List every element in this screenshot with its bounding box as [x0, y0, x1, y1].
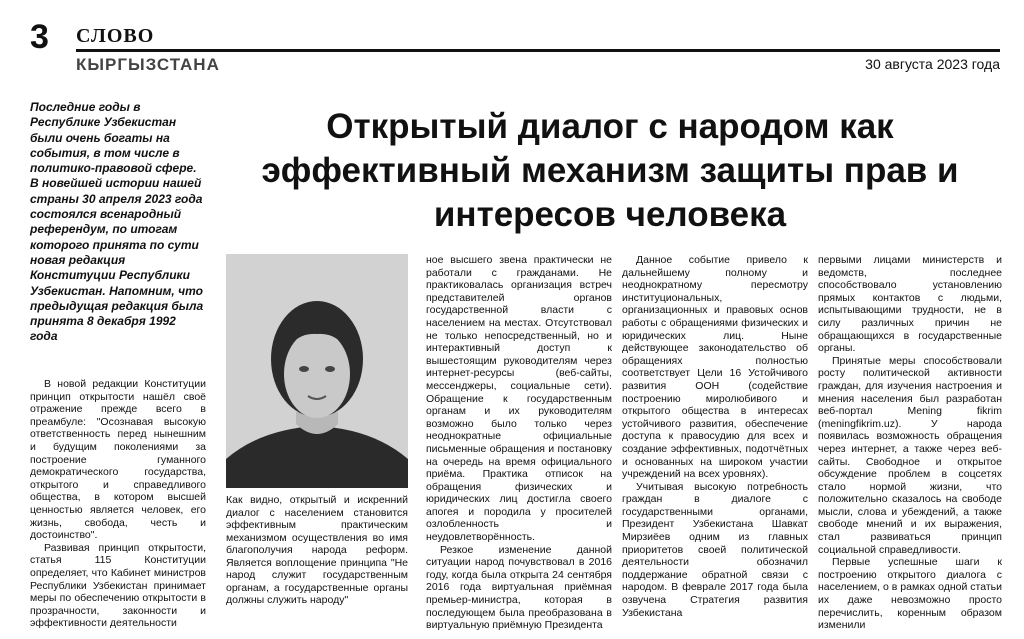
- paragraph: Первые успешные шаги к построению открытого диалога с населением, о в рамках одной статьи их даже невозможно просто перечислить, коренным образом изменили: [818, 556, 1002, 632]
- paragraph: Учитывая высокую потребность граждан в диалоге с государственными органами, Президент Узбекистана Шавкат Мирзиёев одним из главных приоритетов своей политической деятельности обозначил поддержание обратной связи с народом. В феврале 2017 года была озвучена Стратегия развития Узбекистана: [622, 480, 808, 619]
- article-column-4: [818, 254, 1002, 632]
- article-column-2: [426, 254, 612, 632]
- masthead: [76, 26, 1000, 75]
- photo-caption: Как видно, открытый и искренний диалог с населением становится эффективным практическим механизмом осуществления во имя благополучия народа реформ. Является воплощение принципа "Не народ служит государственным органам, а государственные органы должны служить народу": [226, 494, 408, 606]
- paragraph: ное высшего звена практически не работали с гражданами. Не практиковалась организация встреч представителей органов государственной власти с населением на местах. Отсутствовал не только непосредственный, но и интерактивный доступ к вышестоящим руководителям через интернет-ресурсы (веб-сайты, мессенджеры, социальные сети). Обращение к государственным органам и их руководителям возможно было только через неоднократные официальные письменные обращения и постановку на очередь на время официального приёма. Практика отписок на обращения физических и юридических лиц достигла своего апогея и породила у просителей озлобленность и неудовлетворённость.: [426, 254, 612, 544]
- author-photo: [226, 254, 408, 488]
- issue-date: 30 августа 2023 года: [865, 56, 1000, 72]
- paragraph: В новой редакции Конституции принцип открытости нашёл своё отражение прежде всего в преамбуле: "Осознавая высокую ответственность перед нынешним и будущим поколениями за построение гуманного демократического государства, открытого и справедливого общества, в котором высшей ценностью является человек, его жизнь, свобода, честь и достоинство".: [30, 378, 206, 542]
- article-column-3: [622, 254, 808, 619]
- newspaper-logo: СЛОВО: [76, 25, 155, 47]
- article-lead: Последние годы в Республике Узбекистан были очень богаты на события, в том числе в политико-правовой сфере. В новейшей истории нашей страны 30 апреля 2023 года состоялся всенародный референдум, по итогам которого принята по сути новая редакция Конституции Республики Узбекистан. Напомним, что предыдущая редакция была принята 8 декабря 1992 года: [30, 100, 204, 344]
- paragraph: первыми лицами министерств и ведомств, последнее способствовало установлению прямых контактов с людьми, испытывающими трудности, не в силу различных причин не обращающихся в государственные органы.: [818, 254, 1002, 355]
- masthead-rule: [76, 49, 1000, 52]
- article-headline: Открытый диалог с народом как эффективный механизм защиты прав и интересов человека: [261, 107, 959, 234]
- paragraph: Резкое изменение данной ситуации народ почувствовал в 2016 году, когда была открыта 24 сентября 2016 года виртуальная приёмная премьер-министра, которая в последующем была преобразована в виртуальную приёмную Президента: [426, 543, 612, 632]
- paragraph: Развивая принцип открытости, статья 115 Конституции определяет, что Кабинет министров Республики Узбекистан принимает меры по обеспечению открытости в прозрачности, законности и эффективности деятельности: [30, 541, 206, 630]
- paragraph: Принятые меры способствовали росту политической активности граждан, для изучения настроения и мнения населения был разработан веб-портал Mening fikrim (meningfikrim.uz). У народа появилась возможность обращения через интернет, а также через веб-сайты. Свободное и открытое обсуждение проблем в соцсетях стало нормой жизни, что положительно сказалось на свободе мысли, слова и убеждений, а также свободе мнений и их выражения, стал развиваться принцип социальной справедливости.: [818, 354, 1002, 556]
- article-column-1: [30, 378, 206, 630]
- paragraph: Данное событие привело к дальнейшему полному и неоднократному пересмотру институциональных, организационных и правовых основ работы с обращениями физических и юридических лиц. Ныне действующее законодательство об обращениях полностью соответствует Цели 16 Устойчивого развития ООН (содействие построению миролюбивого и открытого общества в интересах устойчивого развития, обеспечение доступа к правосудию для всех и создание эффективных, подотчётных и основанных на широком участии учреждений на всех уровнях).: [622, 254, 808, 481]
- page-number: 3: [30, 18, 49, 56]
- newspaper-logo-subtitle: КЫРГЫЗСТАНА: [76, 55, 220, 74]
